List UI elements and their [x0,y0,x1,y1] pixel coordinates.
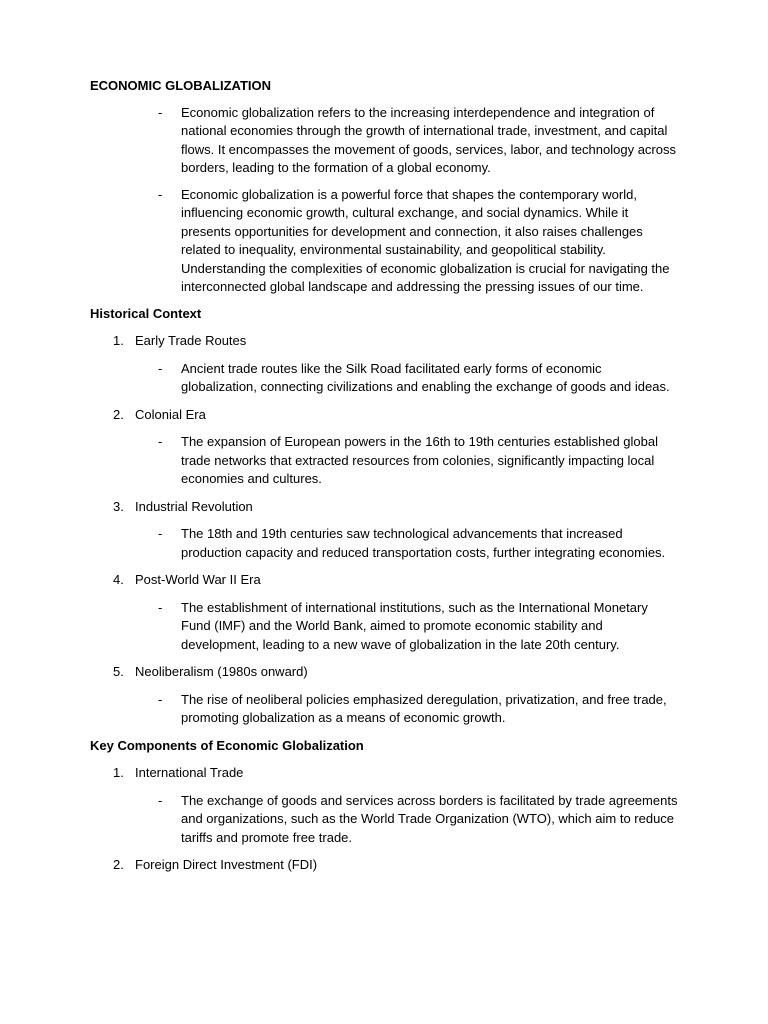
item-heading [90,498,680,517]
components-list [90,764,680,875]
item-number: 5. [113,664,124,679]
item-title: Neoliberalism (1980s onward) [135,664,308,679]
dash-marker: - [158,526,163,541]
item-number: 3. [113,498,124,514]
item-title: Colonial Era [135,406,206,422]
item-title: Industrial Revolution [135,498,253,514]
item-text: The exchange of goods and services across borders is facilitated by trade agreements and organizations, such as the World Trade Organization (WTO), which aim to reduce tariffs and promote free trade. [181,792,678,845]
historical-item [90,332,680,397]
historical-item [90,498,680,563]
item-number: 4. [113,572,124,587]
item-title: Foreign Direct Investment (FDI) [135,857,318,872]
dash-marker: - [158,434,163,449]
intro-paragraph-2 [90,186,680,297]
historical-item [90,406,680,489]
item-text: Ancient trade routes like the Silk Road facilitated early forms of economic globalization, connecting civilizations and enabling the exchange of goods and ideas. [181,360,670,394]
item-detail [90,433,680,489]
section-heading-historical: Historical Context [90,305,202,321]
intro-list [90,104,680,297]
item-heading [90,856,680,875]
intro-paragraph-1 [90,104,680,178]
item-number: 1. [113,333,124,348]
historical-item [90,663,680,728]
document-title: ECONOMIC GLOBALIZATION [90,78,272,93]
component-item [90,856,680,875]
item-heading [90,332,680,351]
item-detail [90,525,680,562]
historical-item [90,571,680,654]
dash-marker: - [158,186,163,202]
item-number: 1. [113,765,124,780]
dash-marker: - [158,792,163,808]
item-text: The establishment of international institutions, such as the International Monetary Fund (IMF) and the World Bank, aimed to promote economic stability and development, leading to a new wave of globalization in the late 20th century. [181,599,648,652]
dash-marker: - [158,599,163,615]
historical-list [90,332,680,728]
item-detail [90,360,680,397]
item-title: Post-World War II Era [135,572,261,587]
item-detail [90,691,680,728]
item-number: 2. [113,857,124,872]
section-heading-components: Key Components of Economic Globalization [90,737,364,753]
item-heading [90,764,680,783]
intro-text: Economic globalization is a powerful force that shapes the contemporary world, influencing economic growth, cultural exchange, and social dynamics. While it presents opportunities for development and connection, it also raises challenges related to inequality, environmental sustainability, and geopolitical stability. Understanding the complexities of economic globalization is crucial for navigating the interconnected global landscape and addressing the pressing issues of our time. [181,186,670,294]
item-number: 2. [113,406,124,422]
item-title: International Trade [135,765,244,780]
item-heading [90,663,680,682]
document-body [90,77,680,884]
item-detail [90,599,680,655]
dash-marker: - [158,691,163,707]
item-detail [90,792,680,848]
item-heading [90,406,680,425]
item-text: The 18th and 19th centuries saw technological advancements that increased production capacity and reduced transportation costs, further integrating economies. [181,526,666,560]
dash-marker: - [158,360,163,376]
item-text: The expansion of European powers in the 16th to 19th centuries established global trade networks that extracted resources from colonies, significantly impacting local economies and cultures. [181,434,658,486]
item-text: The rise of neoliberal policies emphasized deregulation, privatization, and free trade, promoting globalization as a means of economic growth. [181,691,667,725]
item-heading [90,571,680,590]
intro-text: Economic globalization refers to the increasing interdependence and integration of national economies through the growth of international trade, investment, and capital flows. It encompasses the movement of goods, services, labor, and technology across borders, leading to the formation of a global economy. [181,104,676,175]
component-item [90,764,680,847]
dash-marker: - [158,104,163,120]
item-title: Early Trade Routes [135,333,247,348]
